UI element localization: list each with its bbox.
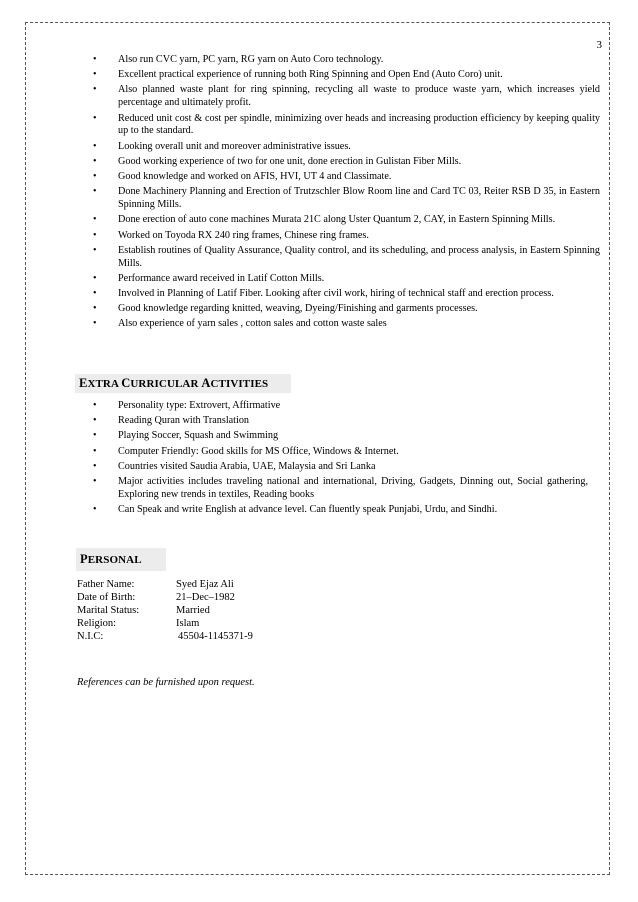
personal-label: N.I.C: xyxy=(77,631,104,642)
work-experience-list xyxy=(88,54,600,334)
section-header-extra-curricular: EXTRA CURRICULAR ACTIVITIES xyxy=(75,374,291,393)
personal-value: Syed Ejaz Ali xyxy=(176,579,234,590)
section-header-personal: PERSONAL xyxy=(76,548,166,571)
list-item: • Worked on Toyoda RX 240 ring frames, Chinese ring frames. xyxy=(88,230,600,243)
list-item: • Excellent practical experience of running both Ring Spinning and Open End (Auto Coro) unit. xyxy=(88,69,600,82)
page-number: 3 xyxy=(596,39,602,51)
list-item: • Done erection of auto cone machines Murata 21C along Uster Quantum 2, CAY, in Eastern Spinning Mills. xyxy=(88,214,600,227)
list-item: • Can Speak and write English at advance level. Can fluently speak Punjabi, Urdu, and Sindhi. xyxy=(88,504,588,517)
personal-row-nic xyxy=(77,630,377,643)
personal-label: Marital Status: xyxy=(77,605,140,616)
list-item: • Performance award received in Latif Cotton Mills. xyxy=(88,273,600,286)
personal-row-religion xyxy=(77,617,377,630)
personal-value: Married xyxy=(176,605,210,616)
list-item: • Playing Soccer, Squash and Swimming xyxy=(88,430,588,443)
list-item: • Involved in Planning of Latif Fiber. Looking after civil work, hiring of technical staff and erection process. xyxy=(88,288,600,301)
list-item: • Personality type: Extrovert, Affirmative xyxy=(88,400,588,413)
personal-row-marital-status xyxy=(77,604,377,617)
list-item: • Good knowledge and worked on AFIS, HVI, UT 4 and Classimate. xyxy=(88,171,600,184)
personal-label: Date of Birth: xyxy=(77,592,136,603)
list-item: • Done Machinery Planning and Erection of Trutzschler Blow Room line and Card TC 03, Reiter RSB D 35, in Eastern Spinning Mills. xyxy=(88,186,600,212)
personal-value: 45504-1145371-9 xyxy=(178,631,253,642)
list-item: • Also experience of yarn sales , cotton sales and cotton waste sales xyxy=(88,318,600,331)
list-item: • Reduced unit cost & cost per spindle, minimizing over heads and increasing production efficiency by keeping quality up to the standard. xyxy=(88,113,600,139)
list-item: • Good working experience of two for one unit, done erection in Gulistan Fiber Mills. xyxy=(88,156,600,169)
personal-label: Father Name: xyxy=(77,579,135,590)
list-item: • Countries visited Saudia Arabia, UAE, Malaysia and Sri Lanka xyxy=(88,461,588,474)
list-item: • Good knowledge regarding knitted, weaving, Dyeing/Finishing and garments processes. xyxy=(88,303,600,316)
list-item: • Also run CVC yarn, PC yarn, RG yarn on Auto Coro technology. xyxy=(88,54,600,67)
list-item: • Reading Quran with Translation xyxy=(88,415,588,428)
extra-curricular-list xyxy=(88,400,588,519)
references-note: References can be furnished upon request. xyxy=(77,677,255,688)
list-item: • Also planned waste plant for ring spinning, recycling all waste to produce waste yarn, which increases yield percentage and ultimately profit. xyxy=(88,84,600,110)
personal-details-table xyxy=(77,578,377,643)
personal-row-date-of-birth xyxy=(77,591,377,604)
list-item: • Major activities includes traveling national and international, Driving, Gadgets, Dinning out, Social gathering, Exploring new trends in textiles, Reading books xyxy=(88,476,588,502)
list-item: • Looking overall unit and moreover administrative issues. xyxy=(88,141,600,154)
personal-value: 21–Dec–1982 xyxy=(176,592,235,603)
personal-value: Islam xyxy=(176,618,200,629)
list-item: • Establish routines of Quality Assurance, Quality control, and its scheduling, and process analysis, in Eastern Spinning Mills. xyxy=(88,245,600,271)
personal-label: Religion: xyxy=(77,618,117,629)
list-item: • Computer Friendly: Good skills for MS Office, Windows & Internet. xyxy=(88,446,588,459)
personal-row-father-name xyxy=(77,578,377,591)
